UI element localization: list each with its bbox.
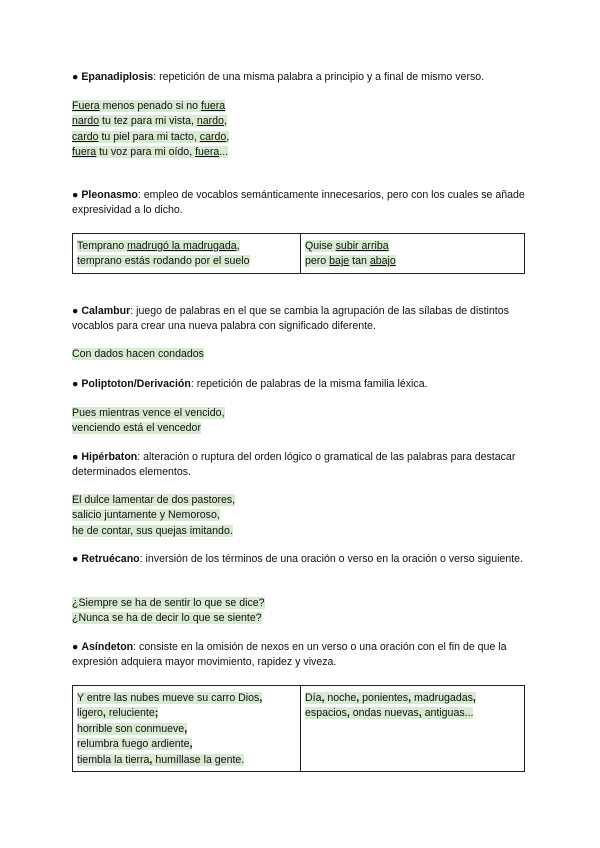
retruecano-definition bbox=[72, 552, 528, 567]
calambur-example bbox=[72, 347, 204, 362]
term-hiperbaton: Hipérbaton bbox=[81, 451, 138, 463]
poliptoton-definition bbox=[72, 377, 528, 392]
bullet: ● bbox=[72, 305, 79, 317]
term-pleonasmo: Pleonasmo bbox=[81, 189, 138, 201]
example-cell-left: Temprano madrugó la madrugada, temprano estás rodando por el suelo bbox=[73, 234, 301, 274]
asindeton-definition bbox=[72, 640, 528, 670]
calambur-definition bbox=[72, 304, 528, 334]
pleonasmo-definition bbox=[72, 188, 528, 218]
example-line: cardo tu piel para mi tacto, cardo, bbox=[72, 130, 230, 143]
example-line: Fuera menos penado si no fuera bbox=[72, 100, 226, 112]
term-poliptoton: Poliptoton/Derivación bbox=[81, 378, 191, 390]
epanadiplosis-example bbox=[72, 99, 229, 161]
definition-text: : consiste en la omisión de nexos en un verso o una oración con el fin de que la expresión adquiera mayor movimiento, rapidez y viveza. bbox=[72, 641, 507, 668]
example-cell-right: Día, noche, ponientes, madrugadas, espacios, ondas nuevas, antiguas... bbox=[301, 686, 525, 772]
definition-text: : inversión de los términos de una oración o verso en la oración o verso siguiente. bbox=[139, 553, 523, 565]
definition-text: : alteración o ruptura del orden lógico o gramatical de las palabras para destacar determinados elementos. bbox=[72, 451, 516, 478]
example-line: salicio juntamente y Nemoroso, bbox=[72, 509, 220, 522]
example-cell-left: Y entre las nubes mueve su carro Dios, ligero, reluciente; horrible son conmueve, relumbra fuego ardiente, tiembla la tierra, humíllase la gente. bbox=[73, 686, 301, 772]
pleonasmo-example-table bbox=[72, 233, 525, 274]
example-cell-right: Quise subir arriba pero baje tan abajo bbox=[301, 234, 525, 274]
example-line: El dulce lamentar de dos pastores, bbox=[72, 494, 236, 506]
asindeton-example-table bbox=[72, 685, 525, 772]
example-line: he de contar, sus quejas imitando. bbox=[72, 524, 233, 537]
definition-text: : empleo de vocablos semánticamente innecesarios, pero con los cuales se añade expresividad a lo dicho. bbox=[72, 189, 525, 216]
bullet: ● bbox=[72, 378, 79, 390]
definition-text: : repetición de una misma palabra a principio y a final de mismo verso. bbox=[153, 71, 485, 83]
example-line: Pues mientras vence el vencido, bbox=[72, 407, 225, 419]
example-line: ¿Siempre se ha de sentir lo que se dice? bbox=[72, 597, 265, 609]
term-calambur: Calambur bbox=[81, 305, 131, 317]
example-line: fuera tu voz para mi oído, fuera... bbox=[72, 146, 229, 159]
definition-text: : repetición de palabras de la misma familia léxica. bbox=[190, 378, 428, 390]
hiperbaton-definition bbox=[72, 450, 528, 480]
hiperbaton-example bbox=[72, 493, 235, 539]
bullet: ● bbox=[72, 553, 79, 565]
bullet: ● bbox=[72, 71, 79, 83]
example-line: venciendo está el vencedor bbox=[72, 422, 201, 435]
example-line: Con dados hacen condados bbox=[72, 348, 204, 360]
bullet: ● bbox=[72, 641, 79, 653]
term-retruecano: Retruécano bbox=[81, 553, 140, 565]
definition-text: : juego de palabras en el que se cambia la agrupación de las sílabas de distintos vocablos para crear una nueva palabra con significado diferente. bbox=[72, 305, 509, 332]
example-line: nardo tu tez para mi vista, nardo, bbox=[72, 115, 227, 128]
example-line: ¿Nunca se ha de decir lo que se siente? bbox=[72, 612, 262, 625]
poliptoton-example bbox=[72, 406, 225, 437]
bullet: ● bbox=[72, 189, 79, 201]
epanadiplosis-definition bbox=[72, 70, 528, 85]
term-epanadiplosis: Epanadiplosis bbox=[81, 71, 154, 83]
retruecano-example bbox=[72, 596, 265, 627]
bullet: ● bbox=[72, 451, 79, 463]
term-asindeton: Asíndeton bbox=[81, 641, 134, 653]
